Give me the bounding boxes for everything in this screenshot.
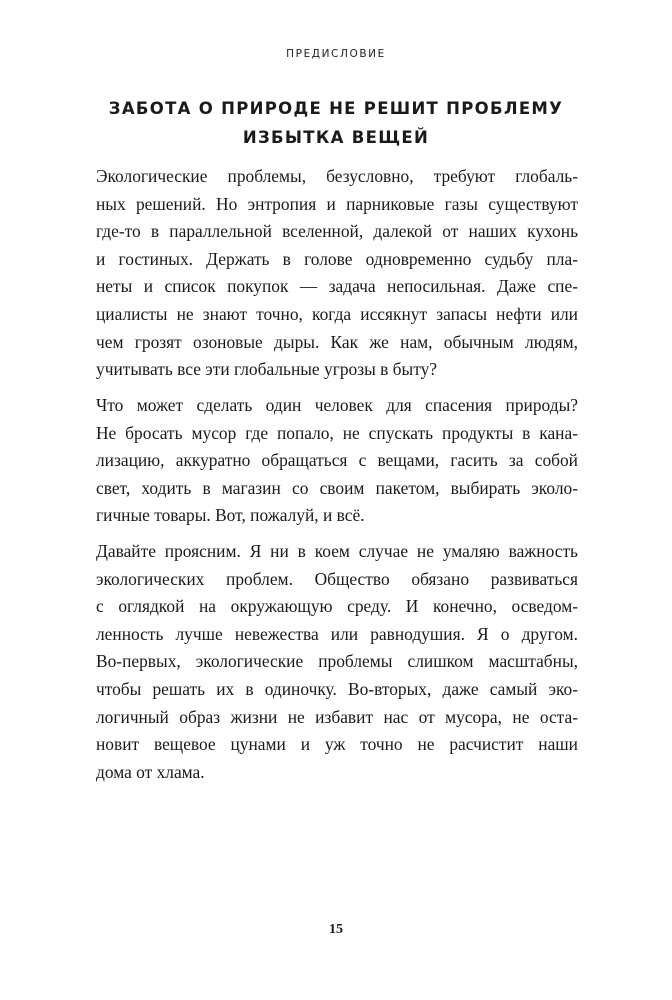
text-line: Экологические проблемы, безусловно, требуют глобаль- [96,166,578,186]
paragraph-1 [96,163,578,384]
text-line: лизацию, аккуратно обращаться с вещами, гасить за собой [96,450,578,471]
section-heading-line-1: ЗАБОТА О ПРИРОДЕ НЕ РЕШИТ ПРОБЛЕМУ [108,99,564,118]
text-line: где-то в параллельной вселенной, далекой от наших кухонь [96,221,578,242]
text-line: экологических проблем. Общество обязано развиваться [96,568,578,589]
paragraph-2 [96,392,578,530]
text-line: чем грозят озоновые дыры. Как же нам, обычным людям, [96,331,578,352]
text-line: циалисты не знают точно, когда иссякнут запасы нефти или [96,303,578,324]
paragraph-3 [96,538,578,786]
text-line: Что может сделать один человек для спасения природы? [96,395,578,415]
text-line: ленность лучше невежества или равнодушия. Я о другом. [96,623,578,644]
section-heading-line-2: ИЗБЫТКА ВЕЩЕЙ [242,128,430,147]
text-line: Не бросать мусор где попало, не спускать продукты в кана- [96,422,578,443]
text-line: и гостиных. Держать в голове одновременно судьбу пла- [96,248,578,269]
page-number: 15 [329,922,343,937]
text-line: чтобы решать их в одиночку. Во-вторых, даже самый эко- [96,678,578,699]
text-line: Во-первых, экологические проблемы слишком масштабны, [96,651,578,672]
text-line: логичный образ жизни не избавит нас от мусора, не оста- [96,706,578,727]
section-heading [96,94,576,152]
text-line: дома от хлама. [96,761,205,782]
text-line: с оглядкой на окружающую среду. И конечно, осведом- [96,596,578,617]
running-header: ПРЕДИСЛОВИЕ [286,48,386,60]
text-line: Давайте проясним. Я ни в коем случае не умаляю важность [96,541,578,561]
text-line: гичные товары. Вот, пожалуй, и всё. [96,505,365,526]
text-line: неты и список покупок — задача непосильная. Даже спе- [96,276,578,297]
text-line: свет, ходить в магазин со своим пакетом, выбирать эколо- [96,477,578,498]
text-line: новит вещевое цунами и уж точно не расчистит наши [96,734,578,755]
text-line: ных решений. Но энтропия и парниковые газы существуют [96,193,578,214]
text-line: учитывать все эти глобальные угрозы в быту? [96,359,437,380]
